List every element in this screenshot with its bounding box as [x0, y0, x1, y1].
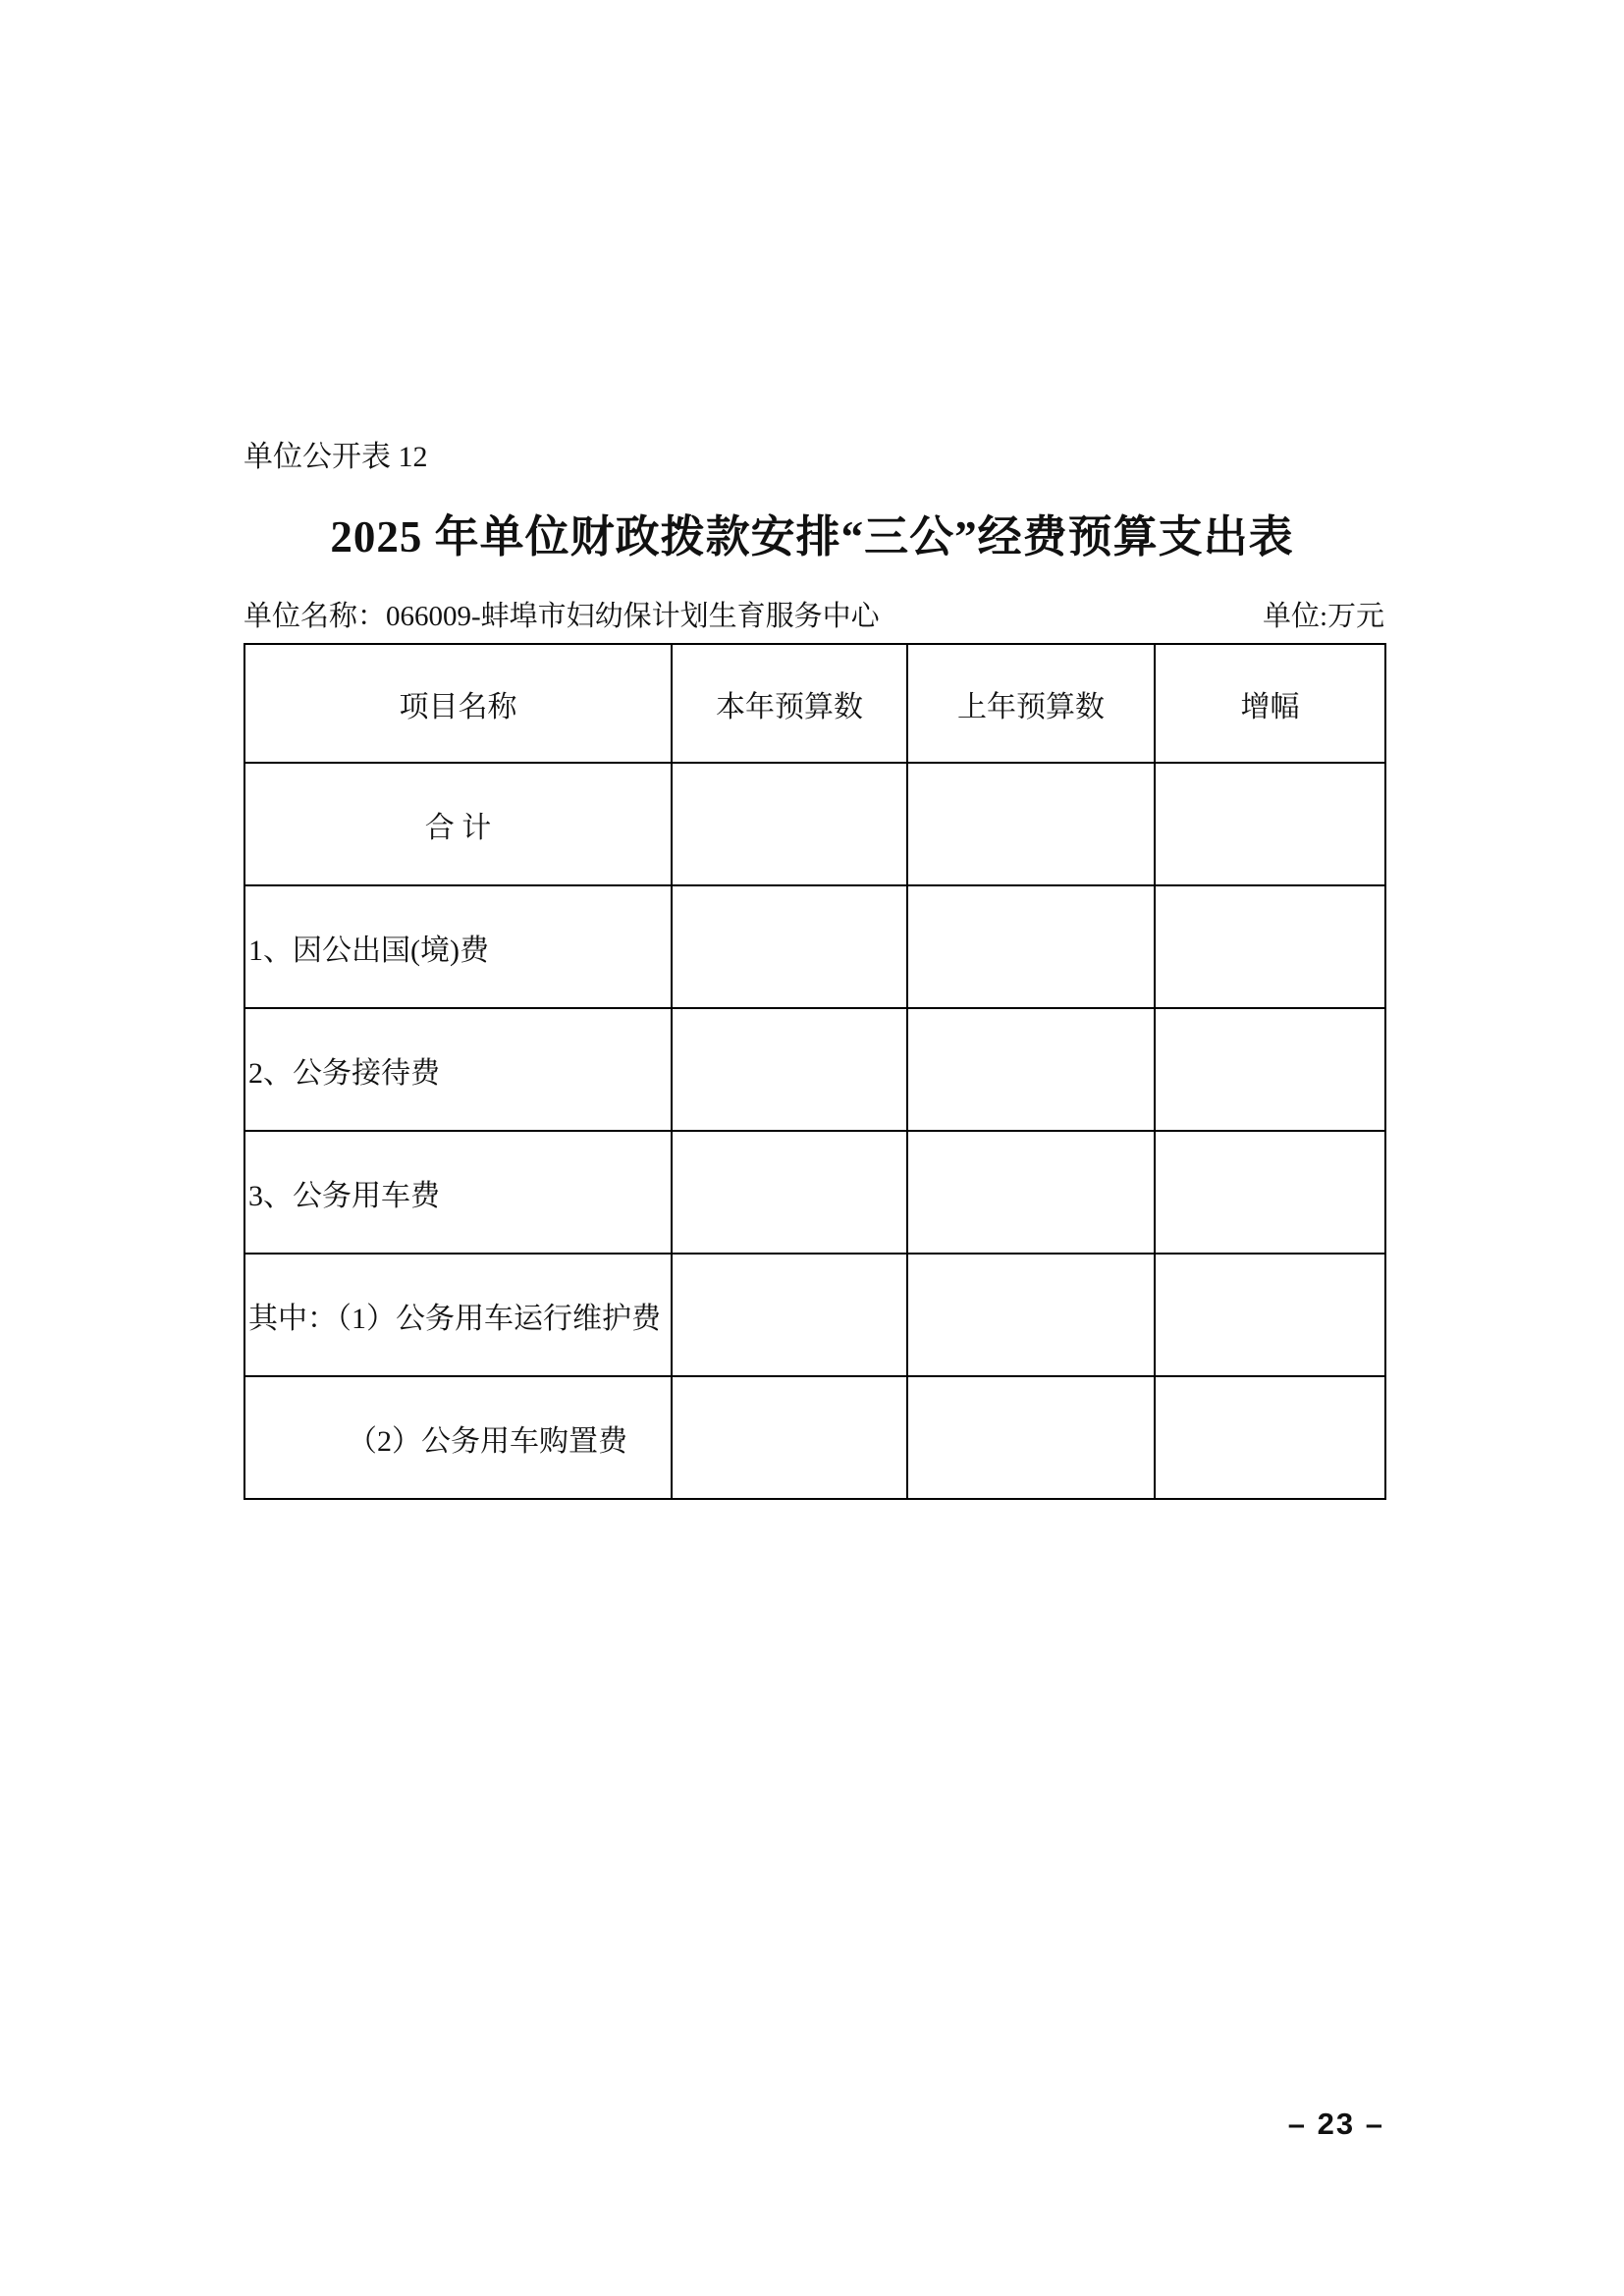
value-cell	[1155, 1131, 1385, 1254]
table-row-vehicle-operation	[244, 1254, 1385, 1376]
budget-table	[244, 643, 1386, 1500]
table-row-official-vehicle	[244, 1131, 1385, 1254]
table-row-overseas-travel	[244, 885, 1385, 1008]
row-name-vehicle-purchase: （2）公务用车购置费	[244, 1376, 672, 1499]
unit-name-value: 066009-蚌埠市妇幼保计划生育服务中心	[386, 601, 880, 632]
unit-of-measure: 单位:万元	[1262, 601, 1384, 632]
value-cell	[672, 763, 907, 885]
header-cell-project-name: 项目名称	[244, 644, 672, 763]
row-name-official-reception: 2、公务接待费	[244, 1008, 672, 1131]
value-cell	[1155, 885, 1385, 1008]
value-cell	[907, 885, 1155, 1008]
value-cell	[907, 1376, 1155, 1499]
table-row-vehicle-purchase	[244, 1376, 1385, 1499]
value-cell	[672, 1254, 907, 1376]
form-label: 单位公开表 12	[244, 441, 428, 473]
row-name-vehicle-operation: 其中：（1）公务用车运行维护费	[244, 1254, 672, 1376]
header-cell-change: 增幅	[1155, 644, 1385, 763]
value-cell	[672, 1376, 907, 1499]
header-cell-current-year-budget: 本年预算数	[672, 644, 907, 763]
value-cell	[907, 1131, 1155, 1254]
row-name-overseas-travel: 1、因公出国(境)费	[244, 885, 672, 1008]
value-cell	[672, 885, 907, 1008]
table-meta-row	[244, 597, 1384, 636]
value-cell	[672, 1131, 907, 1254]
table-row-total	[244, 763, 1385, 885]
value-cell	[1155, 1008, 1385, 1131]
row-name-official-vehicle: 3、公务用车费	[244, 1131, 672, 1254]
unit-name-label: 单位名称：	[244, 601, 387, 632]
value-cell	[1155, 1376, 1385, 1499]
value-cell	[1155, 1254, 1385, 1376]
value-cell	[672, 1008, 907, 1131]
page-number: – 23 –	[1287, 2107, 1384, 2141]
page-title: 2025 年单位财政拨款安排“三公”经费预算支出表	[330, 512, 1294, 561]
header-cell-previous-year-budget: 上年预算数	[907, 644, 1155, 763]
unit-name	[244, 597, 880, 636]
table-header-row	[244, 644, 1385, 763]
row-name-total: 合 计	[244, 763, 672, 885]
value-cell	[907, 763, 1155, 885]
value-cell	[907, 1008, 1155, 1131]
table-row-official-reception	[244, 1008, 1385, 1131]
value-cell	[907, 1254, 1155, 1376]
value-cell	[1155, 763, 1385, 885]
